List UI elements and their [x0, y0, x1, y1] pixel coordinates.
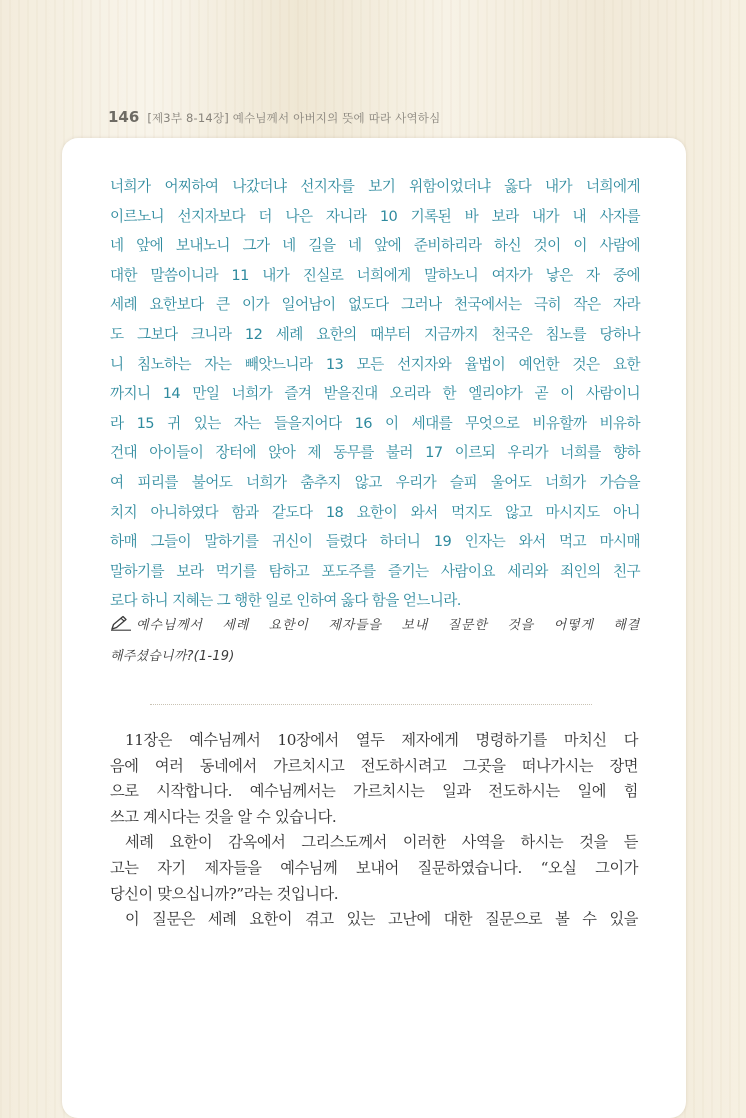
page-header [108, 108, 440, 126]
scripture-line: 니 침노하는 자는 빼앗느니라 13 모든 선지자와 율법이 예언한 것은 요한 [110, 355, 640, 373]
scripture-line: 대한 말씀이니라 11 내가 진실로 너희에게 말하노니 여자가 낳은 자 중에 [110, 266, 640, 284]
paragraph-line: 음에 여러 동네에서 가르치시고 전도하시려고 그곳을 떠나가시는 장면 [110, 756, 638, 775]
scripture-line: 하매 그들이 말하기를 귀신이 들렸다 하더니 19 인자는 와서 먹고 마시매 [110, 533, 640, 551]
scripture-line: 로다 하니 지혜는 그 행한 일로 인하여 옳다 함을 얻느니라. [110, 592, 461, 610]
question-line [110, 610, 640, 641]
running-title: [제3부 8-14장] 예수님께서 아버지의 뜻에 따라 사역하심 [147, 111, 441, 125]
scripture-line: 세례 요한보다 큰 이가 일어남이 없도다 그러나 천국에서는 극히 작은 자라 [110, 296, 640, 314]
scripture-line: 여 피리를 불어도 너희가 춤추지 않고 우리가 슬피 울어도 너희가 가슴을 [110, 473, 640, 491]
scripture-line: 너희가 어찌하여 나갔더냐 선지자를 보기 위함이었더냐 옳다 내가 너희에게 [110, 178, 640, 195]
page-number: 146 [108, 108, 140, 126]
paragraph-line: 이 질문은 세례 요한이 겪고 있는 고난에 대한 질문으로 볼 수 있을 [125, 910, 638, 929]
dotted-divider [150, 704, 592, 705]
paragraph-line: 11장은 예수님께서 10장에서 열두 제자에게 명령하기를 마치신 다 [125, 731, 638, 749]
study-question [110, 610, 640, 672]
scripture-line: 말하기를 보라 먹기를 탐하고 포도주를 즐기는 사람이요 세리와 죄인의 친구 [110, 562, 640, 580]
scripture-line: 치지 아니하였다 함과 같도다 18 요한이 와서 먹지도 않고 마시지도 아니 [110, 503, 640, 521]
scripture-line: 이르노니 선지자보다 더 나은 자니라 10 기록된 바 보라 내가 내 사자를 [110, 207, 640, 225]
scripture-line: 건대 아이들이 장터에 앉아 제 동무를 불러 17 이르되 우리가 너희를 향하 [110, 444, 640, 462]
question-text: 예수님께서 세례 요한이 제자들을 보내 질문한 것을 어떻게 해결 [136, 618, 640, 633]
commentary-text [110, 728, 638, 933]
scripture-line: 까지니 14 만일 너희가 즐겨 받을진대 오리라 한 엘리야가 곧 이 사람이니 [110, 385, 640, 403]
paragraph-line: 세례 요한이 감옥에서 그리스도께서 이러한 사역을 하시는 것을 듣 [125, 833, 638, 852]
paragraph-line: 쓰고 계시다는 것을 알 수 있습니다. [110, 807, 337, 826]
paragraph-line: 으로 시작합니다. 예수님께서는 가르치시는 일과 전도하시는 일에 힘 [110, 782, 638, 801]
pencil-icon [110, 615, 132, 631]
paragraph-line: 고는 자기 제자들을 예수님께 보내어 질문하였습니다. “오실 그이가 [110, 858, 638, 877]
scripture-line: 도 그보다 크니라 12 세례 요한의 때부터 지금까지 천국은 침노를 당하나 [110, 325, 640, 343]
scripture-line: 라 15 귀 있는 자는 들을지어다 16 이 세대를 무엇으로 비유할까 비유하 [110, 414, 640, 432]
paragraph-line: 당신이 맞으십니까?”라는 것입니다. [110, 884, 339, 903]
scripture-line: 네 앞에 보내노니 그가 네 길을 네 앞에 준비하리라 하신 것이 이 사람에 [110, 237, 640, 255]
scripture-passage [110, 172, 640, 616]
question-line: 해주셨습니까?(1-19) [110, 649, 235, 664]
